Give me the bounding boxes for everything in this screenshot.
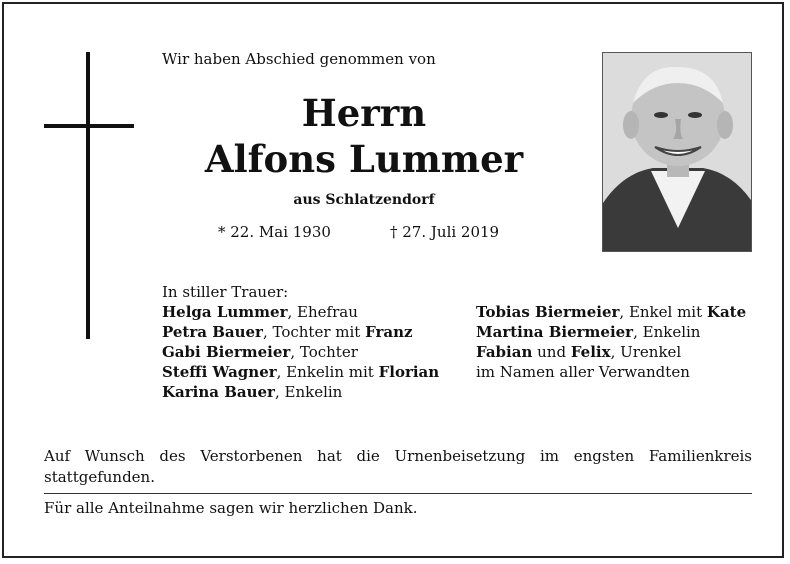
burial-notice: Auf Wunsch des Verstorbenen hat die Urnenbeisetzung im engsten Familienkreis stattgefunden. (44, 447, 752, 486)
list-item: Karina Bauer, Enkelin (162, 383, 343, 401)
death-date: † 27. Juli 2019 (390, 223, 500, 241)
portrait-photo (602, 52, 752, 252)
intro-text: Wir haben Abschied genommen von (162, 50, 436, 68)
obituary-card (2, 2, 784, 558)
origin: aus Schlatzendorf (293, 192, 435, 208)
list-item: Martina Biermeier, Enkelin (476, 323, 701, 341)
thanks-text: Für alle Anteilnahme sagen wir herzlichen Dank. (44, 499, 418, 517)
cross-icon (86, 52, 90, 339)
divider (44, 493, 752, 494)
list-item: Steffi Wagner, Enkelin mit Florian (162, 363, 440, 381)
list-item: im Namen aller Verwandten (476, 363, 690, 381)
salutation: Herrn (301, 91, 427, 135)
cross-icon-bar (44, 124, 134, 128)
list-item: Helga Lummer, Ehefrau (162, 303, 358, 321)
mourners-right-column (476, 302, 746, 382)
mourners-left-column (162, 282, 439, 402)
birth-date: * 22. Mai 1930 (218, 223, 331, 241)
list-item: Fabian und Felix, Urenkel (476, 343, 682, 361)
list-item: Petra Bauer, Tochter mit Franz (162, 323, 413, 341)
deceased-name: Alfons Lummer (204, 137, 524, 181)
list-item: Tobias Biermeier, Enkel mit Kate (476, 303, 747, 321)
list-item: Gabi Biermeier, Tochter (162, 343, 358, 361)
mourners-heading: In stiller Trauer: (162, 283, 289, 301)
